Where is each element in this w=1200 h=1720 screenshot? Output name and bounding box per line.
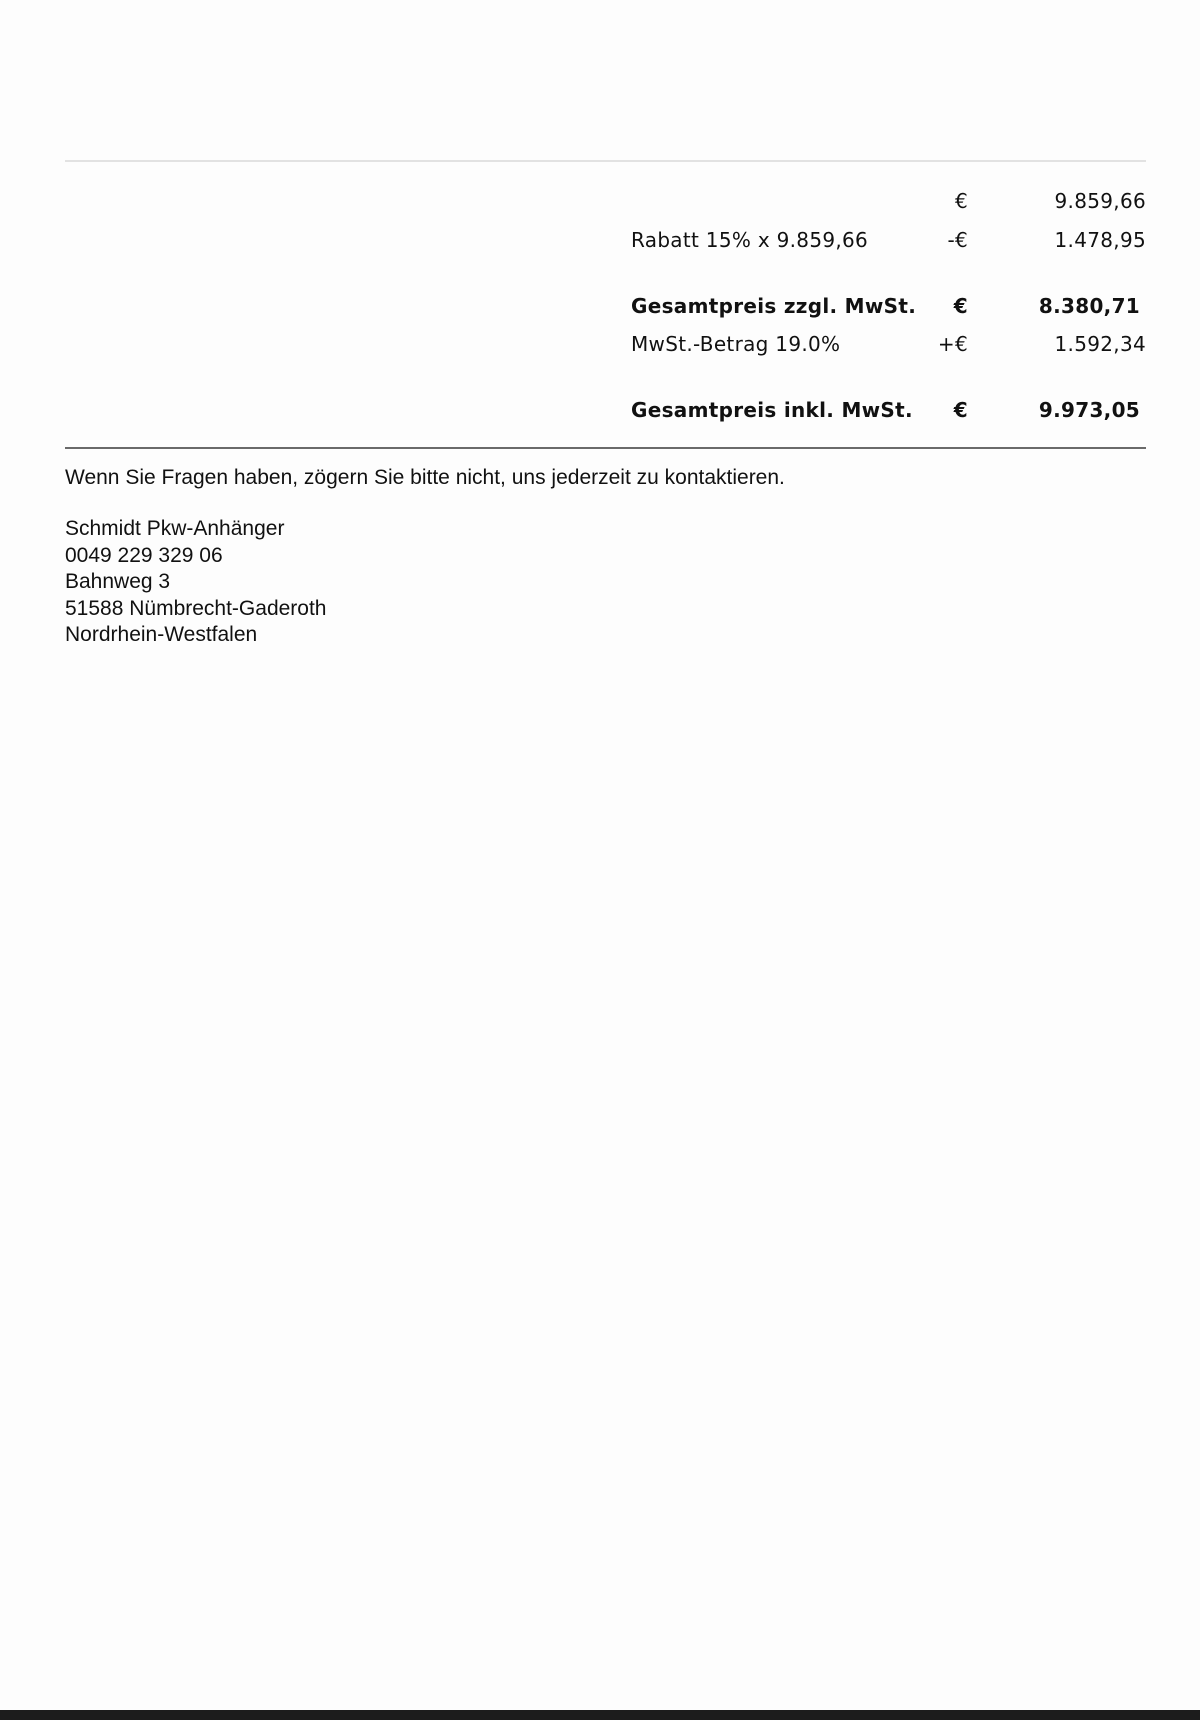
gross-total-amount: 9.973,05 (1038, 398, 1140, 422)
vat-label: MwSt.-Betrag 19.0% (631, 332, 841, 356)
discount-label: Rabatt 15% x 9.859,66 (631, 228, 869, 252)
totals-top-divider (65, 160, 1146, 162)
net-total-currency: € (953, 294, 968, 318)
company-name: Schmidt Pkw-Anhänger (65, 517, 285, 540)
subtotal-amount: 9.859,66 (1054, 189, 1146, 213)
street-address: Bahnweg 3 (65, 570, 171, 593)
discount-row (0, 228, 1200, 258)
net-total-label: Gesamtpreis zzgl. MwSt. (631, 294, 917, 318)
bottom-bar (0, 1710, 1200, 1720)
gross-total-currency: € (953, 398, 968, 422)
postal-city: 51588 Nümbrecht-Gaderoth (65, 596, 327, 620)
net-total-amount: 8.380,71 (1038, 294, 1140, 318)
vat-currency: +€ (937, 332, 968, 356)
region: Nordrhein-Westfalen (65, 623, 258, 646)
discount-amount: 1.478,95 (1054, 228, 1146, 252)
subtotal-row (0, 189, 1200, 219)
vat-amount: 1.592,34 (1054, 332, 1146, 356)
gross-total-row (0, 398, 1200, 428)
totals-bottom-divider (65, 447, 1146, 449)
discount-currency: -€ (947, 228, 968, 252)
closing-note: Wenn Sie Fragen haben, zögern Sie bitte nicht, uns jederzeit zu kontaktieren. (65, 466, 785, 489)
gross-total-label: Gesamtpreis inkl. MwSt. (631, 398, 913, 422)
net-total-row (0, 294, 1200, 324)
contact-block (65, 516, 327, 649)
vat-row (0, 332, 1200, 362)
subtotal-currency: € (954, 189, 968, 213)
phone-number: 0049 229 329 06 (65, 543, 223, 567)
